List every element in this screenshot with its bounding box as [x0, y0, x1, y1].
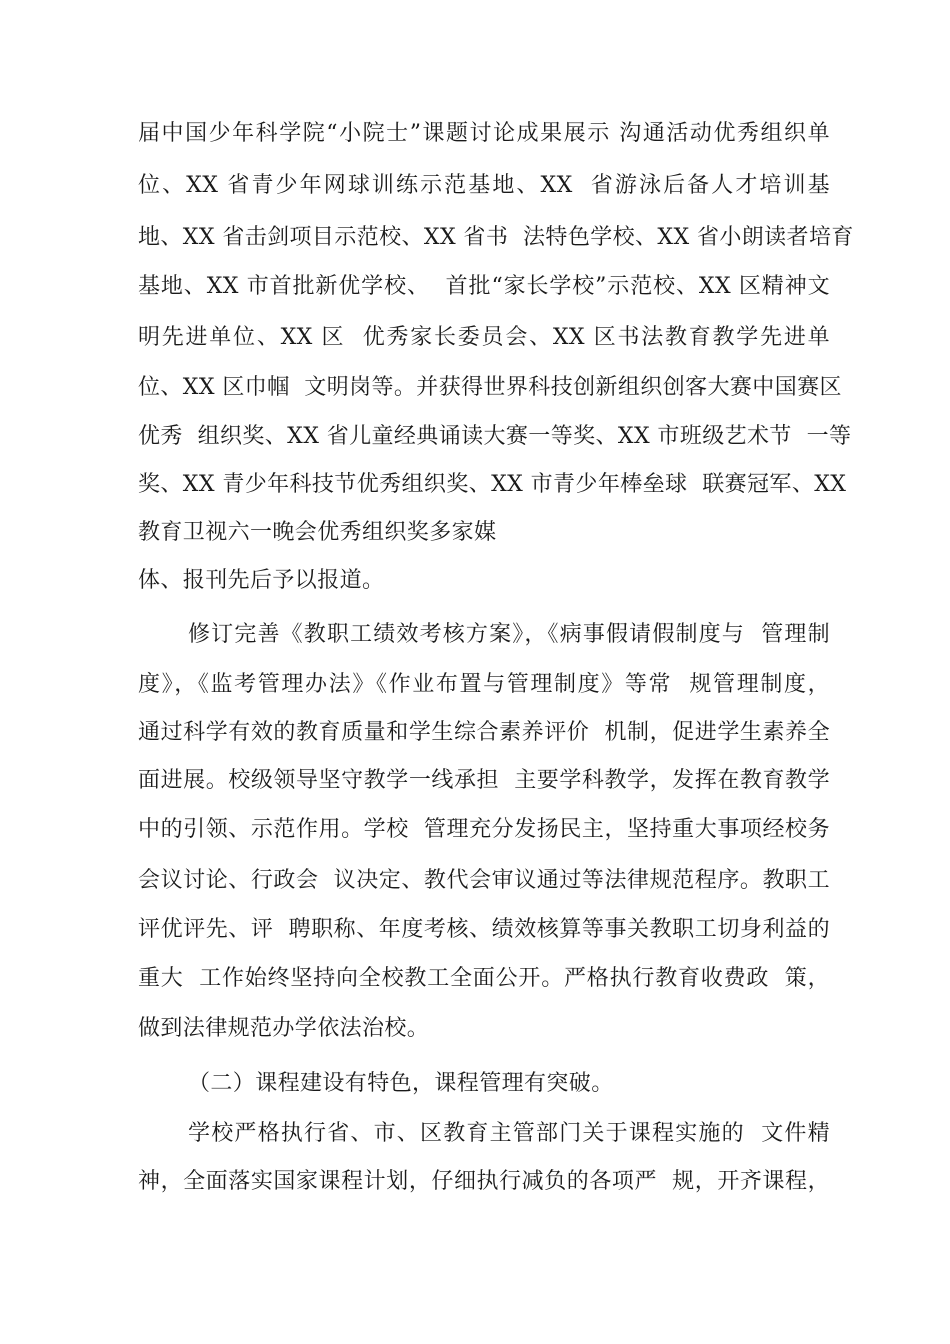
text-line: 教育卫视六一晚会优秀组织奖多家媒 [138, 520, 497, 545]
text-line: 会议讨论、行政会 议决定、教代会审议通过等法律规范程序。教职工 [138, 868, 830, 893]
text-line: 做到法律规范办学依法治校。 [138, 1016, 430, 1041]
text-line: 神，全面落实国家课程计划，仔细执行减负的各项严 规，开齐课程， [138, 1169, 830, 1194]
section-heading: （二）课程建设有特色，课程管理有突破。 [188, 1071, 614, 1096]
text-line: 度》，《监考管理办法》《作业布置与管理制度》等常 规管理制度， [138, 672, 830, 697]
text-line: 评优评先、评 聘职称、年度考核、绩效核算等事关教职工切身利益的 [138, 917, 830, 942]
text-line: 优秀 组织奖、XX 省儿童经典诵读大赛一等奖、XX 市班级艺术节 一等 [138, 424, 852, 449]
text-line: 届中国少年科学院“小院士”课题讨论成果展示 沟通活动优秀组织单 [138, 121, 830, 146]
text-line: 明先进单位、XX 区 优秀家长委员会、XX 区书法教育教学先进单 [138, 325, 830, 350]
text-line: 中的引领、示范作用。学校 管理充分发扬民主，坚持重大事项经校务 [138, 817, 830, 842]
text-line: 奖、XX 青少年科技节优秀组织奖、XX 市青少年棒垒球 联赛冠军、XX [138, 472, 847, 497]
text-line: 体、报刊先后予以报道。 [138, 568, 385, 593]
paragraph-first-line: 修订完善《教职工绩效考核方案》，《病事假请假制度与 管理制 [188, 622, 830, 647]
paragraph-first-line: 学校严格执行省、市、区教育主管部门关于课程实施的 文件精 [188, 1121, 830, 1146]
text-line: 面进展。校级领导坚守教学一线承担 主要学科教学，发挥在教育教学 [138, 768, 830, 793]
text-line: 位、XX 省青少年网球训练示范基地、XX 省游泳后备人才培训基 [138, 173, 830, 198]
text-line: 地、XX 省击剑项目示范校、XX 省书 法特色学校、XX 省小朗读者培育 [138, 225, 854, 250]
text-line: 位、XX 区巾帼 文明岗等。并获得世界科技创新组织创客大赛中国赛区 [138, 375, 842, 400]
text-line: 基地、XX 市首批新优学校、 首批“家长学校”示范校、XX 区精神文 [138, 274, 830, 299]
text-line: 通过科学有效的教育质量和学生综合素养评价 机制，促进学生素养全 [138, 720, 830, 745]
text-line: 重大 工作始终坚持向全校教工全面公开。严格执行教育收费政 策， [138, 966, 830, 991]
